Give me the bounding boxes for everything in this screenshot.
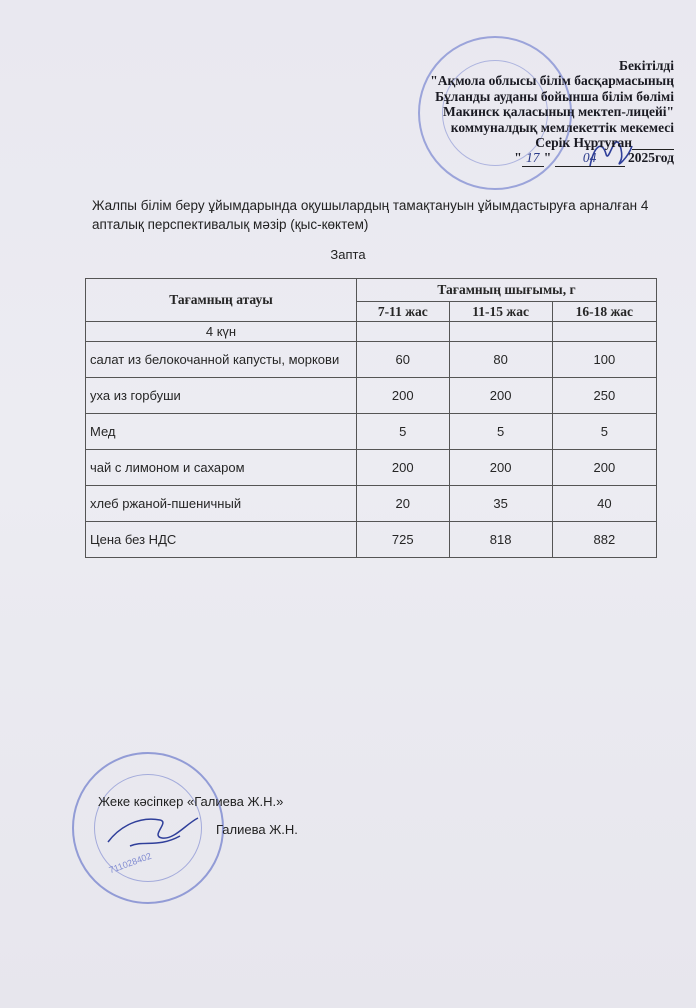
approval-line: Бұланды ауданы бойынша білім бөлімі [435, 88, 674, 104]
yield-value: 200 [552, 450, 656, 486]
table-row [86, 378, 657, 414]
yield-value: 80 [449, 342, 552, 378]
dish-name: чай с лимоном и сахаром [86, 450, 357, 486]
yield-value: 200 [449, 378, 552, 414]
table-row [86, 486, 657, 522]
approval-block [374, 58, 674, 167]
meal-caption: Запта [330, 247, 366, 262]
table-row-price [86, 522, 657, 558]
date-day: 17 [522, 150, 544, 166]
yield-value: 20 [357, 486, 450, 522]
col-age: 11-15 жас [449, 302, 552, 322]
entrepreneur-name: Галиева Ж.Н. [216, 822, 298, 837]
date-month: 04 [555, 150, 625, 166]
yield-value: 100 [552, 342, 656, 378]
table-row [86, 450, 657, 486]
approval-line: Бекітілді [619, 58, 674, 73]
yield-value: 5 [552, 414, 656, 450]
table-row [86, 342, 657, 378]
table-day-row [86, 322, 657, 342]
footer-block [98, 794, 298, 837]
yield-value: 250 [552, 378, 656, 414]
approval-line: "Ақмола облысы білім басқармасының [430, 73, 674, 89]
stamp-code: 711028402 [107, 850, 153, 876]
yield-value: 200 [449, 450, 552, 486]
price-value: 818 [449, 522, 552, 558]
table-header-row [86, 279, 657, 302]
price-value: 882 [552, 522, 656, 558]
col-dish-name: Тағамның атауы [86, 279, 357, 322]
date-year: 2025год [628, 150, 674, 166]
menu-table [85, 278, 657, 558]
approval-line: коммуналдық мемлекеттік мекемесі [450, 119, 674, 135]
dish-name: салат из белокочанной капусты, моркови [86, 342, 357, 378]
col-age: 7-11 жас [357, 302, 450, 322]
price-value: 725 [357, 522, 450, 558]
yield-value: 35 [449, 486, 552, 522]
col-yield: Тағамның шығымы, г [357, 279, 657, 302]
document-heading: Жалпы білім беру ұйымдарында оқушылардың тамақтануын ұйымдастыруға арналған 4 апталық перспективалық мәзір (қыс-көктем) [92, 198, 649, 232]
approval-date: " 17 " 04 2025год [514, 150, 674, 166]
yield-value: 60 [357, 342, 450, 378]
signer-name: Серік Нұртуған [535, 135, 632, 151]
yield-value: 5 [449, 414, 552, 450]
yield-value: 200 [357, 378, 450, 414]
approval-signer [374, 135, 674, 150]
yield-value: 200 [357, 450, 450, 486]
signature-blank [632, 137, 674, 150]
day-label: 4 күн [86, 322, 357, 342]
approval-line: Макинск қаласының мектеп-лицейі" [443, 104, 674, 120]
dish-name: хлеб ржаной-пшеничный [86, 486, 357, 522]
entrepreneur-line: Жеке кәсіпкер «Галиева Ж.Н.» [98, 794, 284, 809]
signature-bottom [100, 806, 210, 856]
yield-value: 40 [552, 486, 656, 522]
yield-value: 5 [357, 414, 450, 450]
price-label: Цена без НДС [86, 522, 357, 558]
dish-name: уха из горбуши [86, 378, 357, 414]
col-age: 16-18 жас [552, 302, 656, 322]
table-row [86, 414, 657, 450]
dish-name: Мед [86, 414, 357, 450]
